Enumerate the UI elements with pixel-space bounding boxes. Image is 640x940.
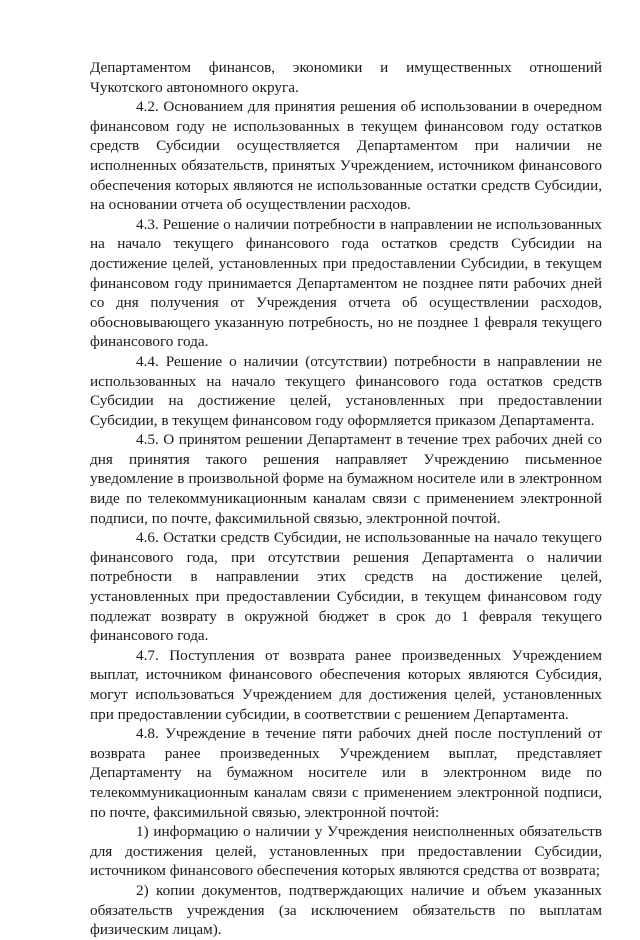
document-page <box>90 58 602 940</box>
paragraph-4-8: 4.8. Учреждение в течение пяти рабочих дней после поступлений от возврата ранее произведенных Учреждением выплат, представляет Департаменту на бумажном носителе или в электронном виде по телекоммуникационным каналам связи с применением электронной подписи, по почте, факсимильной связью, электронной почтой: <box>90 725 602 821</box>
paragraph-continuation: Департаментом финансов, экономики и имущественных отношений Чукотского автономного округа. <box>90 59 602 96</box>
paragraph-4-7: 4.7. Поступления от возврата ранее произведенных Учреждением выплат, источником финансового обеспечения которых являются Субсидия, могут использоваться Учреждением для достижения целей, установленных при предоставлении субсидии, в соответствии с решением Департамента. <box>90 646 602 723</box>
paragraph-4-4: 4.4. Решение о наличии (отсутствии) потребности в направлении не использованных на начало текущего финансового года остатков средств Субсидии на достижение целей, установленных при предоставлении Субсидии, в текущем финансовом году оформляется приказом Департамента. <box>90 352 602 429</box>
paragraph-4-5: 4.5. О принятом решении Департамент в течение трех рабочих дней со дня принятия такого решения направляет Учреждению письменное уведомление в произвольной форме на бумажном носителе или в электронном виде по телекоммуникационным каналам связи с применением электронной подписи, по почте, факсимильной связью, электронной почтой. <box>90 431 602 527</box>
list-item-2: 2) копии документов, подтверждающих наличие и объем указанных обязательств учреждения (за исключением обязательств по выплатам физическим лицам). <box>90 881 602 939</box>
paragraph-4-2: 4.2. Основанием для принятия решения об использовании в очередном финансовом году не использованных в текущем финансовом году остатков средств Субсидии осуществляется Департаментом при наличии не исполненных обязательств, принятых Учреждением, источником финансового обеспечения которых являются не использованные остатки средств Субсидии, на основании отчета об осуществлении расходов. <box>90 98 602 214</box>
paragraph-4-3: 4.3. Решение о наличии потребности в направлении не использованных на начало текущего финансового года остатков средств Субсидии на достижение целей, установленных при предоставлении Субсидии, в текущем финансовом году принимается Департаментом не позднее пяти рабочих дней со дня получения от Учреждения отчета об осуществлении расходов, обосновывающего указанную потребность, но не позднее 1 февраля текущего финансового года. <box>90 215 602 351</box>
list-item-1: 1) информацию о наличии у Учреждения неисполненных обязательств для достижения целей, установленных при предоставлении Субсидии, источником финансового обеспечения которых являются средства от возврата; <box>90 823 602 880</box>
paragraph-4-6: 4.6. Остатки средств Субсидии, не использованные на начало текущего финансового года, при отсутствии решения Департамента о наличии потребности в направлении этих средств на достижение целей, установленных при предоставлении Субсидии, в текущем финансовом году подлежат возврату в окружной бюджет в срок до 1 февраля текущего финансового года. <box>90 529 602 645</box>
